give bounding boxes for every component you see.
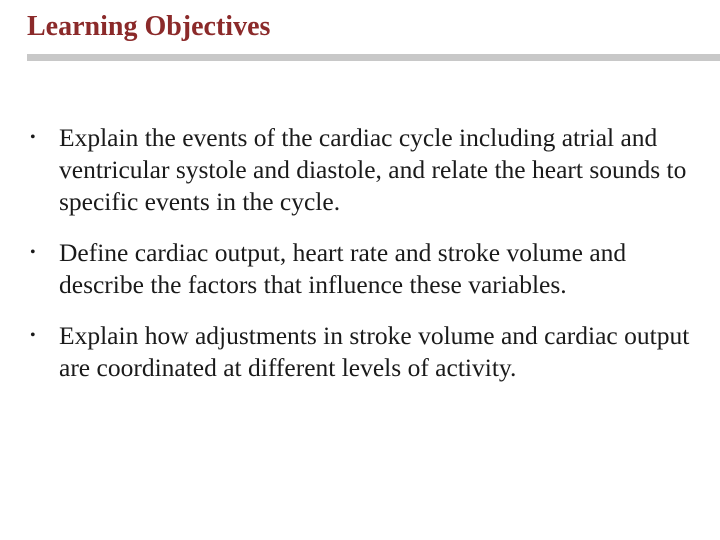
title-divider [27, 54, 720, 61]
bullet-icon: • [30, 327, 36, 344]
bullet-icon: • [30, 129, 36, 146]
objective-item [30, 122, 690, 218]
bullet-icon: • [30, 244, 36, 261]
objective-item [30, 320, 690, 384]
objectives-list [30, 122, 690, 403]
objective-text: Explain how adjustments in stroke volume and cardiac output are coordinated at different levels of activity. [59, 321, 690, 382]
objective-text: Define cardiac output, heart rate and stroke volume and describe the factors that influence these variables. [59, 238, 627, 299]
objective-item [30, 237, 690, 301]
objective-text: Explain the events of the cardiac cycle including atrial and ventricular systole and diastole, and relate the heart sounds to specific events in the cycle. [59, 123, 687, 216]
page-title: Learning Objectives [27, 11, 271, 42]
